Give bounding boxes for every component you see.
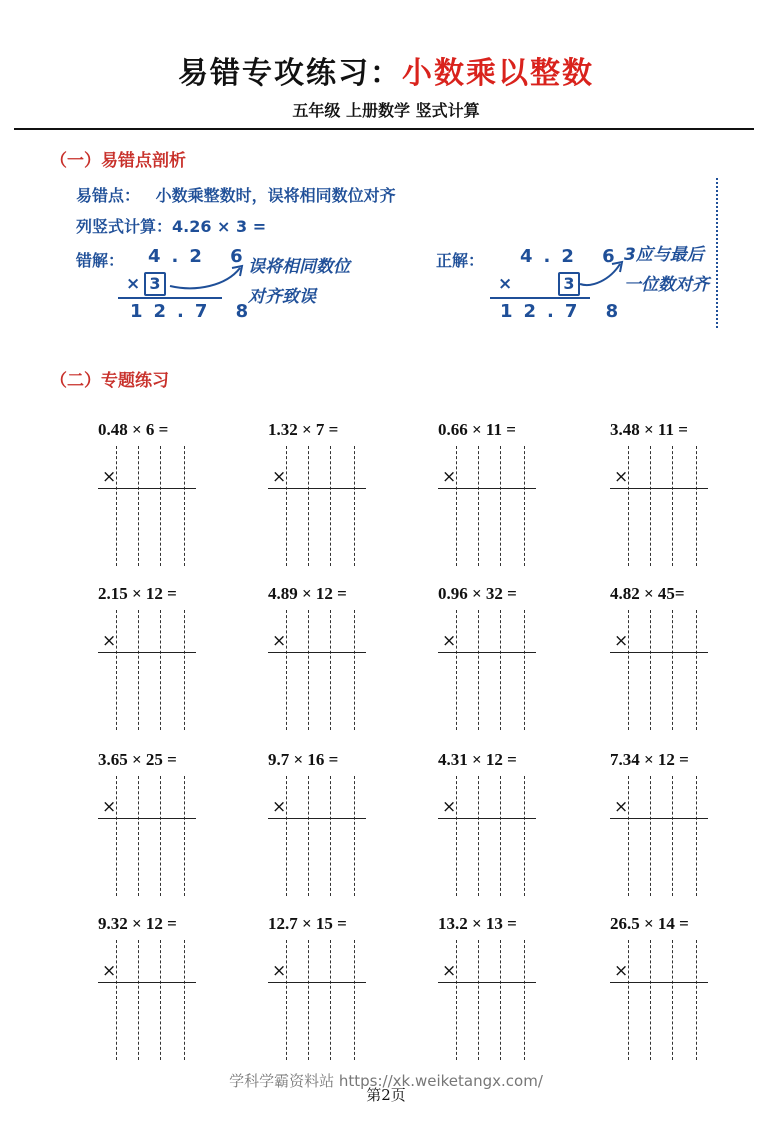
answer-line (438, 488, 536, 489)
wrong-multiplier-box: 3 (144, 272, 166, 296)
digit-column-guide (456, 610, 457, 730)
practice-problem (610, 914, 730, 1064)
times-sign: × (614, 467, 629, 487)
digit-column-guide (696, 776, 697, 896)
digit-column-guide (308, 940, 309, 1060)
right-multiplicand: 4.2 6 (520, 246, 626, 267)
practice-problem (438, 584, 558, 734)
digit-column-guide (286, 776, 287, 896)
digit-column-guide (672, 776, 673, 896)
digit-column-guide (138, 610, 139, 730)
digit-column-guide (456, 446, 457, 566)
practice-problem (268, 584, 388, 734)
digit-column-guide (116, 776, 117, 896)
problem-expression: 26.5 × 14 = (610, 914, 689, 933)
digit-column-guide (500, 940, 501, 1060)
digit-column-guide (456, 776, 457, 896)
error-point-label: 易错点： (76, 186, 141, 205)
page-subtitle: 五年级 上册数学 竖式计算 (292, 101, 480, 120)
digit-column-guide (672, 446, 673, 566)
wrong-multiplicand: 4.2 6 (148, 246, 254, 267)
digit-column-guide (330, 446, 331, 566)
times-sign: × (272, 797, 287, 817)
wrong-note-line2: 对齐致误 (248, 287, 316, 307)
digit-column-guide (160, 610, 161, 730)
digit-column-guide (478, 940, 479, 1060)
answer-line (438, 818, 536, 819)
problem-expression: 2.15 × 12 = (98, 584, 177, 603)
times-sign: × (614, 797, 629, 817)
example-task: 列竖式计算：4.26 × 3 = (76, 217, 267, 236)
practice-problem (268, 750, 388, 900)
digit-column-guide (628, 776, 629, 896)
times-sign: × (102, 631, 117, 651)
problem-expression: 9.32 × 12 = (98, 914, 177, 933)
right-arrow-icon (576, 254, 628, 290)
problem-expression: 4.82 × 45= (610, 584, 685, 603)
problem-expression: 0.96 × 32 = (438, 584, 517, 603)
wrong-result: 12.7 8 (130, 301, 260, 322)
digit-column-guide (354, 446, 355, 566)
times-sign: × (442, 631, 457, 651)
practice-problem (98, 584, 218, 734)
problem-expression: 3.65 × 25 = (98, 750, 177, 769)
right-solution-label: 正解： (436, 251, 485, 270)
digit-column-guide (650, 610, 651, 730)
right-note-line1: 3应与最后 (624, 245, 704, 265)
practice-problem (268, 914, 388, 1064)
section-heading-analysis: （一）易错点剖析 (50, 151, 186, 171)
times-sign: × (614, 961, 629, 981)
digit-column-guide (524, 446, 525, 566)
answer-line (98, 488, 196, 489)
digit-column-guide (628, 940, 629, 1060)
error-point-line (76, 183, 396, 206)
title-black: 易错专攻练习： (178, 56, 402, 91)
practice-problem (98, 420, 218, 570)
digit-column-guide (478, 446, 479, 566)
digit-column-guide (478, 610, 479, 730)
wrong-note (248, 252, 350, 312)
right-times-sign: × (498, 274, 513, 294)
digit-column-guide (286, 940, 287, 1060)
wrong-underline (118, 297, 222, 299)
digit-column-guide (524, 776, 525, 896)
digit-column-guide (650, 940, 651, 1060)
problem-expression: 7.34 × 12 = (610, 750, 689, 769)
answer-line (98, 818, 196, 819)
digit-column-guide (184, 776, 185, 896)
digit-column-guide (184, 446, 185, 566)
digit-column-guide (308, 446, 309, 566)
digit-column-guide (500, 446, 501, 566)
answer-line (268, 818, 366, 819)
digit-column-guide (184, 940, 185, 1060)
right-note (624, 240, 709, 300)
answer-line (610, 818, 708, 819)
problem-expression: 0.48 × 6 = (98, 420, 169, 439)
answer-line (268, 652, 366, 653)
scan-edge-mark (716, 178, 719, 328)
digit-column-guide (330, 940, 331, 1060)
times-sign: × (442, 797, 457, 817)
right-note-line2: 一位数对齐 (624, 275, 709, 295)
section-heading-practice: （二）专题练习 (50, 371, 169, 391)
title-red: 小数乘以整数 (402, 56, 594, 91)
problem-expression: 4.31 × 12 = (438, 750, 517, 769)
answer-line (438, 982, 536, 983)
wrong-note-line1: 误将相同数位 (248, 257, 350, 277)
digit-column-guide (650, 446, 651, 566)
digit-column-guide (672, 940, 673, 1060)
times-sign: × (442, 961, 457, 981)
problem-expression: 4.89 × 12 = (268, 584, 347, 603)
practice-problem (438, 750, 558, 900)
digit-column-guide (160, 446, 161, 566)
practice-problem (98, 750, 218, 900)
digit-column-guide (308, 776, 309, 896)
digit-column-guide (628, 610, 629, 730)
problem-expression: 9.7 × 16 = (268, 750, 339, 769)
digit-column-guide (500, 610, 501, 730)
digit-column-guide (524, 940, 525, 1060)
times-sign: × (272, 631, 287, 651)
digit-column-guide (672, 610, 673, 730)
wrong-solution-label: 错解： (76, 251, 125, 270)
digit-column-guide (696, 940, 697, 1060)
digit-column-guide (354, 940, 355, 1060)
digit-column-guide (184, 610, 185, 730)
digit-column-guide (500, 776, 501, 896)
practice-problem (438, 420, 558, 570)
error-point-text: 小数乘整数时，误将相同数位对齐 (155, 186, 396, 205)
practice-problem (98, 914, 218, 1064)
practice-problem (610, 584, 730, 734)
digit-column-guide (354, 610, 355, 730)
digit-column-guide (138, 446, 139, 566)
answer-line (98, 982, 196, 983)
digit-column-guide (478, 776, 479, 896)
answer-line (610, 652, 708, 653)
digit-column-guide (330, 610, 331, 730)
wrong-arrow-icon (166, 258, 250, 292)
practice-problem (268, 420, 388, 570)
digit-column-guide (160, 940, 161, 1060)
answer-line (438, 652, 536, 653)
header-divider (14, 128, 754, 130)
times-sign: × (102, 797, 117, 817)
answer-line (610, 488, 708, 489)
practice-problem (610, 420, 730, 570)
digit-column-guide (330, 776, 331, 896)
digit-column-guide (628, 446, 629, 566)
digit-column-guide (354, 776, 355, 896)
page-title (0, 48, 772, 92)
page-number: 第2页 (366, 1086, 406, 1104)
digit-column-guide (138, 776, 139, 896)
digit-column-guide (456, 940, 457, 1060)
digit-column-guide (308, 610, 309, 730)
times-sign: × (102, 961, 117, 981)
problem-expression: 1.32 × 7 = (268, 420, 339, 439)
problem-expression: 12.7 × 15 = (268, 914, 347, 933)
digit-column-guide (286, 446, 287, 566)
digit-column-guide (696, 446, 697, 566)
digit-column-guide (116, 446, 117, 566)
times-sign: × (272, 961, 287, 981)
problem-expression: 0.66 × 11 = (438, 420, 516, 439)
problem-expression: 3.48 × 11 = (610, 420, 688, 439)
digit-column-guide (524, 610, 525, 730)
digit-column-guide (116, 610, 117, 730)
digit-column-guide (286, 610, 287, 730)
times-sign: × (102, 467, 117, 487)
wrong-times-sign: × (126, 274, 141, 294)
answer-line (268, 488, 366, 489)
answer-line (268, 982, 366, 983)
digit-column-guide (138, 940, 139, 1060)
footer-site: 学科学霸资料站 https://xk.weiketangx.com/ (229, 1072, 543, 1090)
right-multiplier-box: 3 (558, 272, 580, 296)
digit-column-guide (116, 940, 117, 1060)
right-underline (490, 297, 590, 299)
answer-line (610, 982, 708, 983)
problem-expression: 13.2 × 13 = (438, 914, 517, 933)
right-result: 12.7 8 (500, 301, 630, 322)
answer-line (98, 652, 196, 653)
practice-problem (610, 750, 730, 900)
digit-column-guide (650, 776, 651, 896)
times-sign: × (442, 467, 457, 487)
digit-column-guide (696, 610, 697, 730)
times-sign: × (272, 467, 287, 487)
times-sign: × (614, 631, 629, 651)
practice-problem (438, 914, 558, 1064)
digit-column-guide (160, 776, 161, 896)
